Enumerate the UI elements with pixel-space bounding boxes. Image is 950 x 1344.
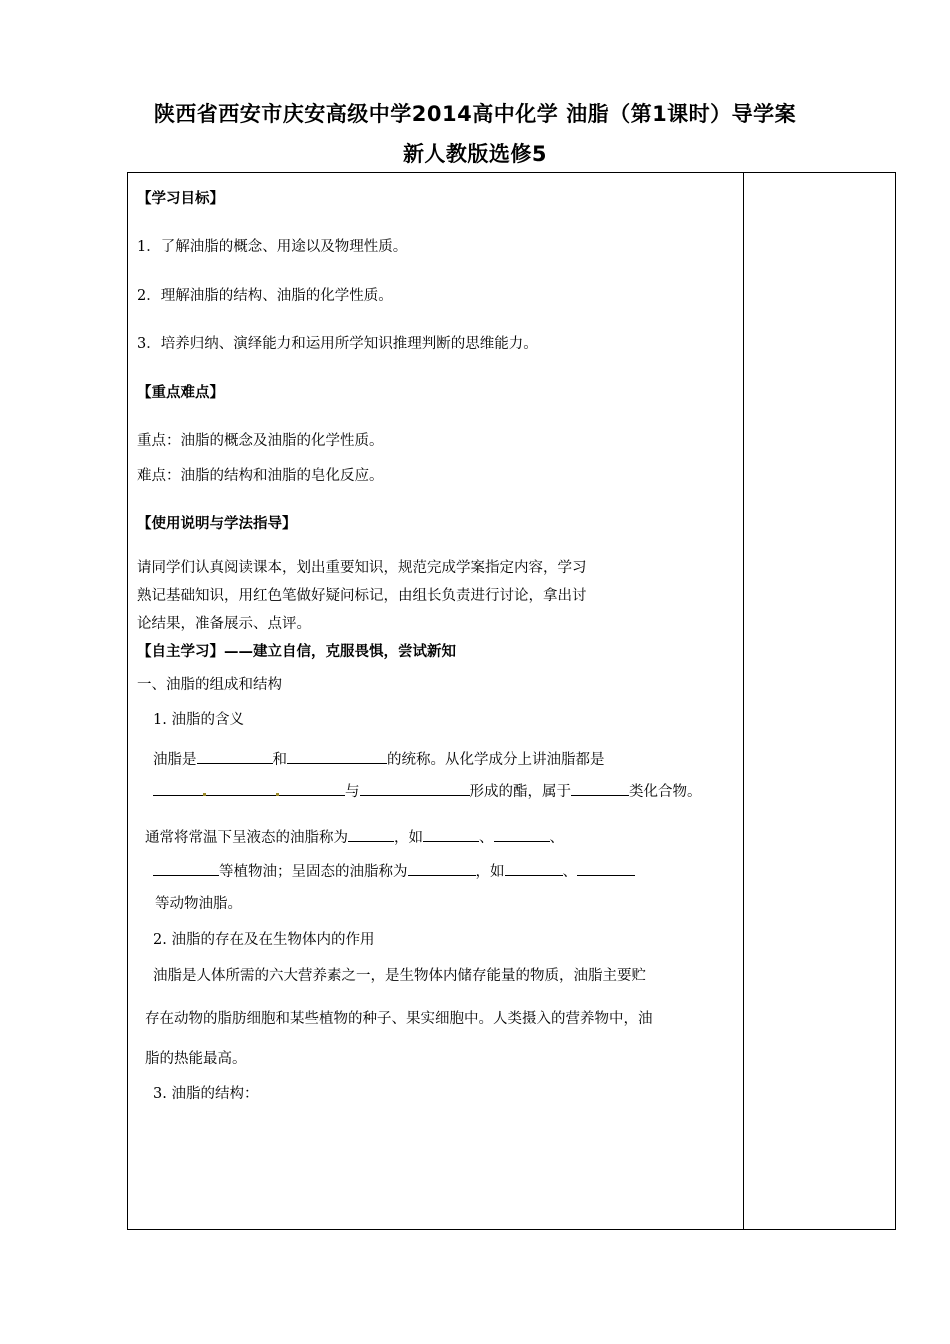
subsection-3-title: 3. 油脂的结构： [153, 1086, 259, 1102]
fill-blank[interactable] [197, 749, 273, 764]
objective-item-2: 2．理解油脂的结构、油脂的化学性质。 [137, 288, 393, 304]
key-points-heading: 【重点难点】 [137, 385, 224, 401]
instructions-line-2: 熟记基础知识，用红色笔做好疑问标记，由组长负责进行讨论，拿出讨 [137, 588, 587, 604]
notes-column-divider [743, 172, 744, 1230]
subsection-1-title: 1. 油脂的含义 [153, 712, 244, 728]
objective-item-3: 3．培养归纳、演绎能力和运用所学知识推理判断的思维能力。 [137, 336, 538, 352]
vegetable-oil-line [153, 861, 635, 880]
definition-text-c: 的统称。从化学成分上讲油脂都是 [387, 752, 605, 768]
definition-text-a: 油脂是 [153, 752, 197, 768]
fill-blank[interactable] [494, 827, 550, 842]
definition-text-b: 和 [272, 752, 287, 768]
fill-blank[interactable] [505, 861, 563, 876]
fill-blank[interactable] [279, 781, 345, 796]
veg-text-b: ，如 [475, 864, 505, 880]
animal-fat-line: 等动物油脂。 [155, 896, 242, 912]
objectives-heading: 【学习目标】 [137, 191, 224, 207]
fill-blank[interactable] [153, 861, 219, 876]
fill-blank[interactable] [206, 781, 276, 796]
instructions-line-3: 论结果，准备展示、点评。 [137, 616, 311, 632]
instructions-line-1: 请同学们认真阅读课本，划出重要知识，规范完成学案指定内容，学习 [137, 560, 587, 576]
self-study-heading: 【自主学习】——建立自信，克服畏惧，尝试新知 [137, 644, 456, 660]
liquid-text-d: 、 [549, 830, 564, 846]
definition-line-1 [153, 749, 605, 768]
document-title-line1: 陕西省西安市庆安高级中学2014高中化学 油脂（第1课时）导学案 [153, 102, 797, 126]
paragraph-line-2: 存在动物的脂肪细胞和某些植物的种子、果实细胞中。人类摄入的营养物中，油 [145, 1011, 653, 1027]
fill-blank[interactable] [423, 827, 479, 842]
veg-text-c: 、 [562, 864, 577, 880]
liquid-text-b: ，如 [394, 830, 423, 846]
fill-blank[interactable] [408, 861, 476, 876]
fill-blank[interactable] [360, 781, 470, 796]
veg-text-a: 等植物油；呈固态的油脂称为 [219, 864, 408, 880]
worksheet-table [127, 172, 896, 1230]
key-point: 重点：油脂的概念及油脂的化学性质。 [137, 433, 384, 449]
fill-blank[interactable] [287, 749, 387, 764]
fill-blank[interactable] [153, 781, 203, 796]
definition2-text-c: 类化合物。 [629, 784, 702, 800]
definition2-text-a: 与 [345, 784, 360, 800]
objective-item-1: 1．了解油脂的概念、用途以及物理性质。 [137, 239, 408, 255]
paragraph-line-3: 脂的热能最高。 [145, 1051, 247, 1067]
fill-blank[interactable] [348, 827, 394, 842]
liquid-oil-line [145, 827, 564, 846]
definition-line-2 [153, 781, 702, 800]
section-1-title: 一、油脂的组成和结构 [137, 677, 282, 693]
paragraph-line-1: 油脂是人体所需的六大营养素之一，是生物体内储存能量的物质，油脂主要贮 [153, 968, 646, 984]
definition2-text-b: 形成的酯，属于 [469, 784, 571, 800]
fill-blank[interactable] [571, 781, 629, 796]
document-title-line2: 新人教版选修5 [402, 142, 548, 166]
instructions-heading: 【使用说明与学法指导】 [137, 516, 297, 532]
liquid-text-c: 、 [479, 830, 494, 846]
liquid-text-a: 通常将常温下呈液态的油脂称为 [145, 830, 348, 846]
difficult-point: 难点：油脂的结构和油脂的皂化反应。 [137, 468, 384, 484]
fill-blank[interactable] [577, 861, 635, 876]
subsection-2-title: 2. 油脂的存在及在生物体内的作用 [153, 932, 375, 948]
